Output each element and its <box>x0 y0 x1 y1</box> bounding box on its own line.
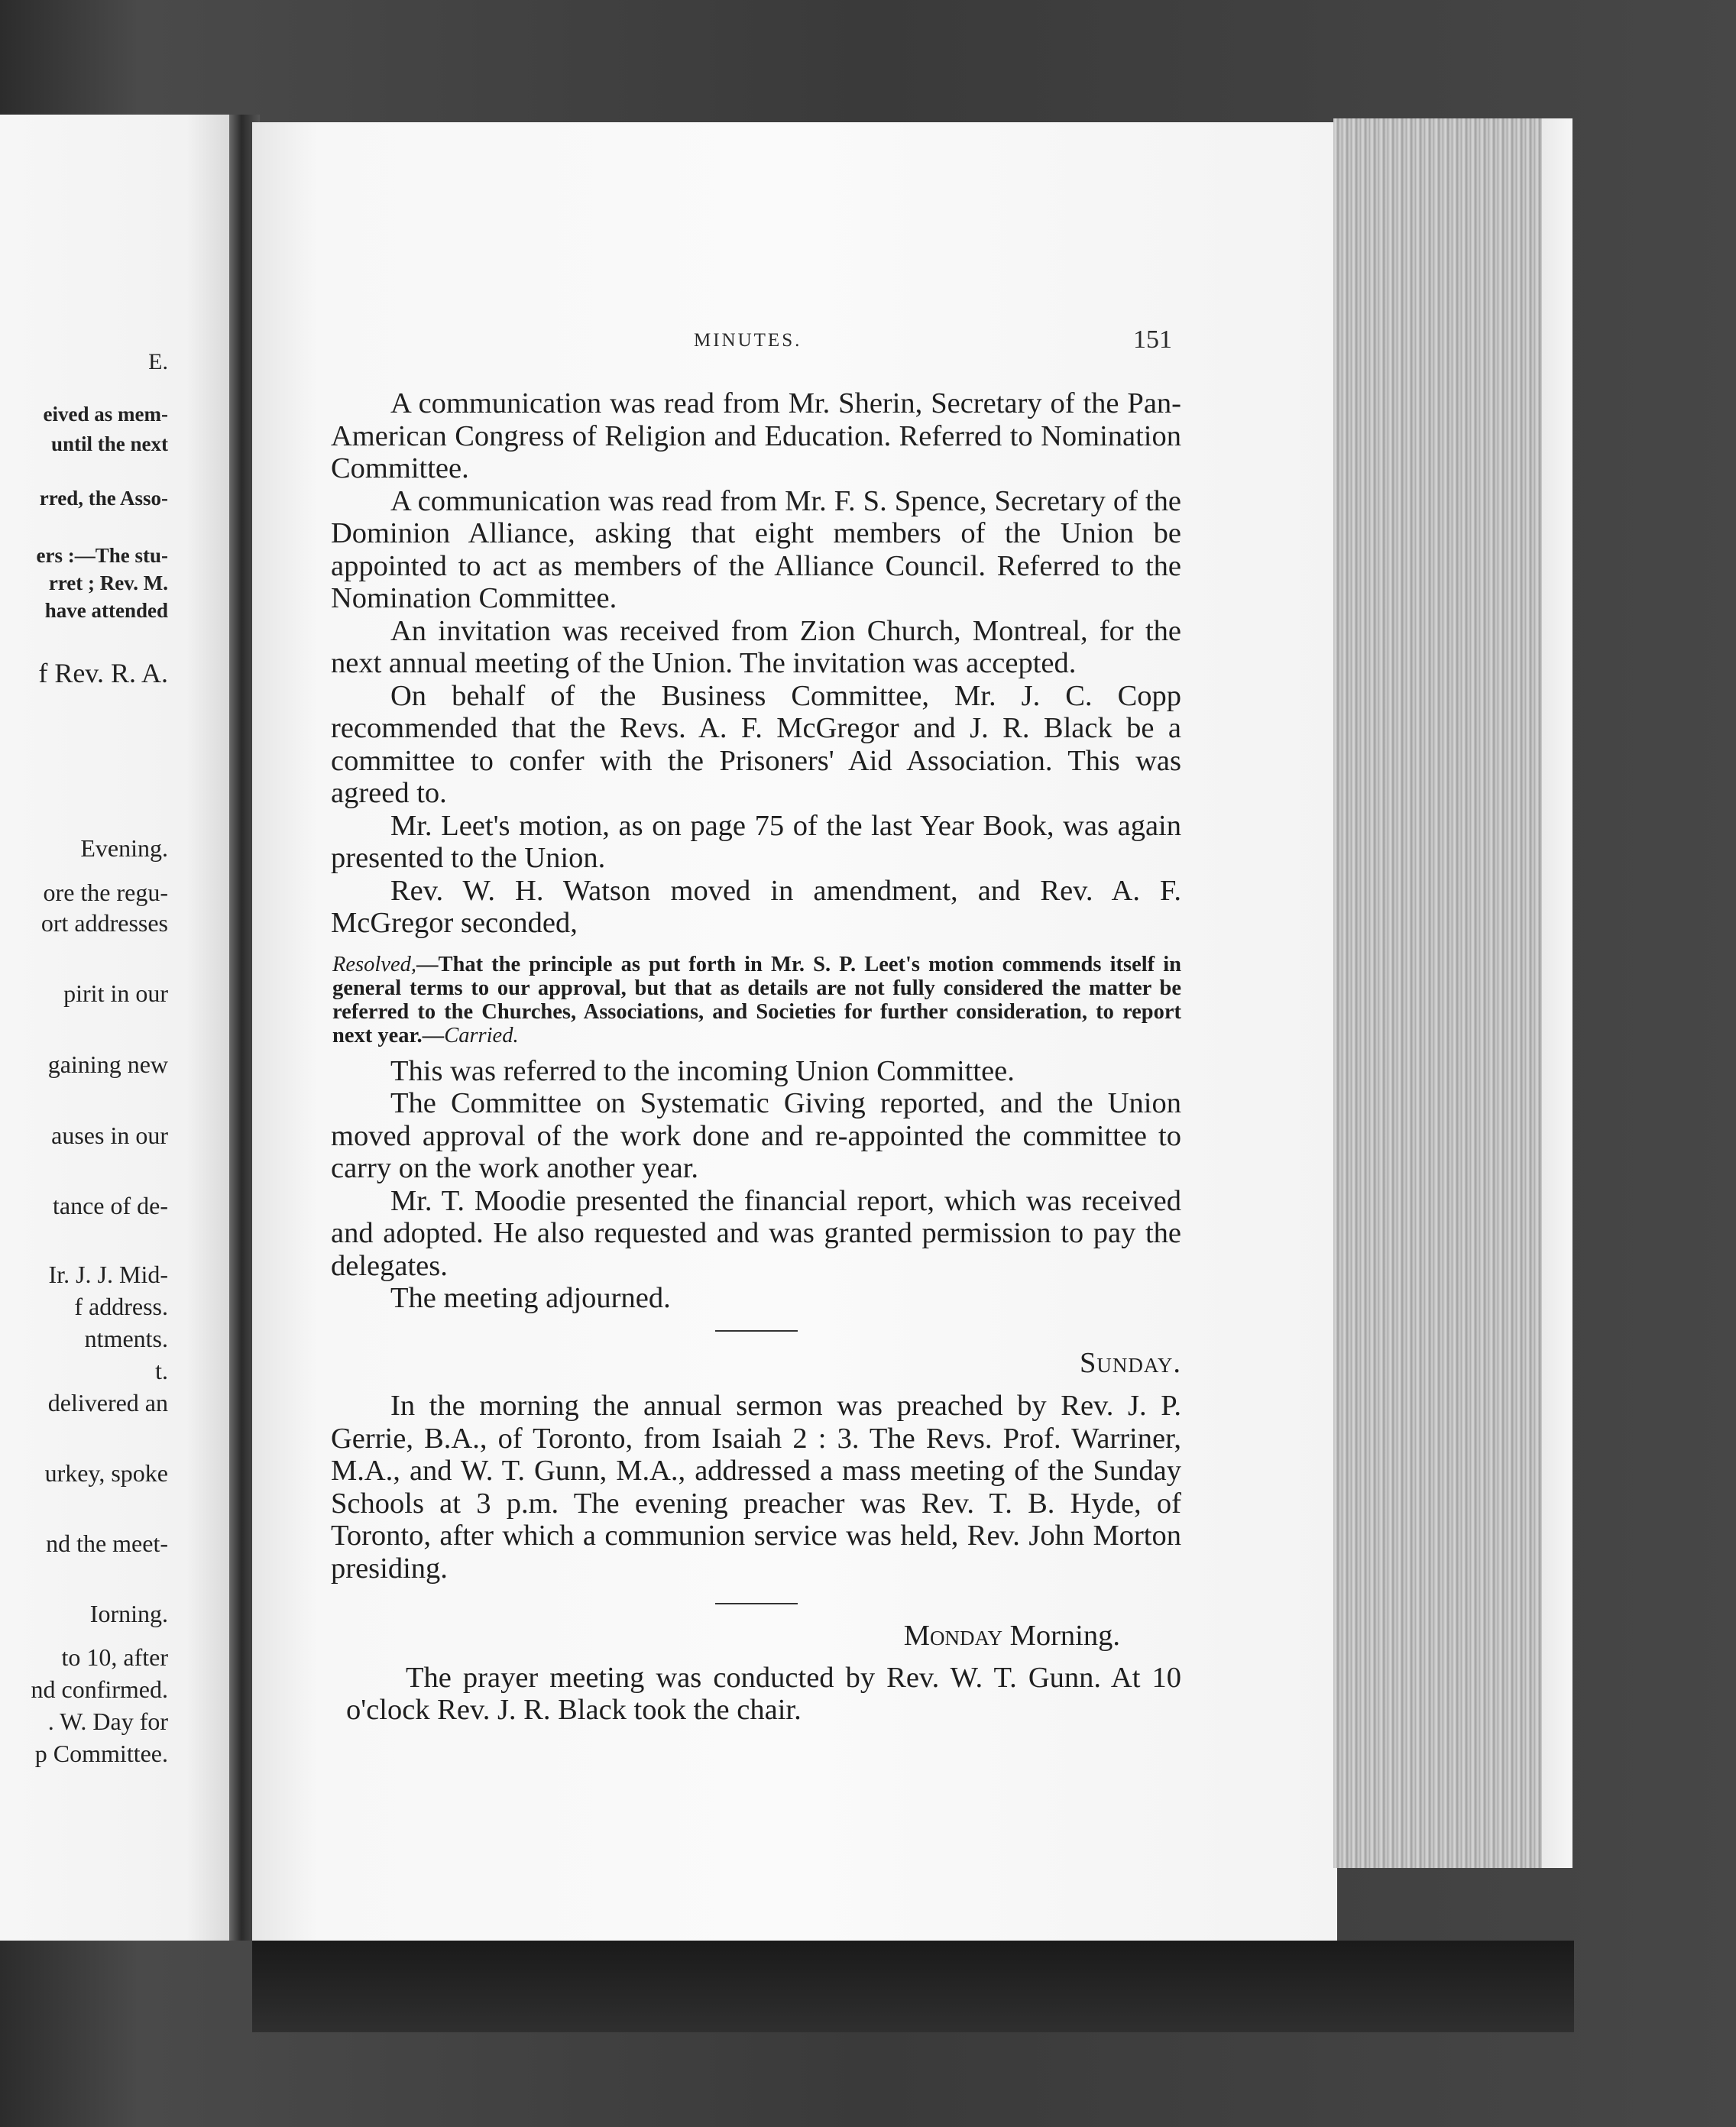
left-line: delivered an <box>47 1389 168 1416</box>
resolved-carried: Carried. <box>444 1023 519 1047</box>
section-heading-monday <box>331 1620 1120 1653</box>
section-divider <box>715 1330 798 1332</box>
left-line: ntments. <box>84 1325 168 1352</box>
page-number: 151 <box>1133 325 1172 354</box>
left-line: Ir. J. J. Mid- <box>48 1261 168 1288</box>
left-line: ore the regu- <box>43 879 168 906</box>
page-edge-strip <box>1542 118 1572 1868</box>
left-line: urkey, spoke <box>44 1459 168 1487</box>
left-line: ers :—The stu- <box>36 544 168 567</box>
resolved-text: —That the principle as put forth in Mr. S. P. Leet's motion commends itself in general terms to our approval, but that as details are not fully considered the matter be referred to the Churches, Associations, and Societies for further consideration, to report next year.— <box>332 952 1181 1047</box>
section-heading-sunday: Sunday. <box>1079 1346 1181 1379</box>
page-body <box>331 387 1181 1727</box>
left-line: p Committee. <box>34 1740 168 1767</box>
resolved-lead: Resolved, <box>332 952 416 976</box>
left-line: to 10, after <box>61 1643 168 1671</box>
section-divider <box>715 1603 798 1604</box>
left-line: . W. Day for <box>47 1708 168 1735</box>
left-line: tance of de- <box>52 1192 168 1219</box>
bottom-shadow <box>252 1941 1574 2032</box>
paragraph: The Committee on Systematic Giving reported, and the Union moved approval of the work done and re-appointed the committee to carry on the work another year. <box>331 1087 1181 1184</box>
left-page <box>0 115 233 1941</box>
paragraph: The meeting adjourned. <box>390 1282 671 1314</box>
left-line: rret ; Rev. M. <box>48 571 168 594</box>
paragraph: This was referred to the incoming Union Committee. <box>390 1054 1015 1087</box>
paragraph: The prayer meeting was conducted by Rev. W. T. Gunn. At 10 o'clock Rev. J. R. Black took the chair. <box>346 1661 1181 1726</box>
resolution <box>331 953 1181 1047</box>
left-line: f address. <box>74 1293 168 1320</box>
heading-time: Morning. <box>1002 1620 1120 1652</box>
left-line: have attended <box>44 599 168 622</box>
left-line: Iorning. <box>89 1600 168 1627</box>
left-line: pirit in our <box>63 979 168 1007</box>
paragraph: In the morning the annual sermon was preached by Rev. J. P. Gerrie, B.A., of Toronto, from Isaiah 2 : 3. The Revs. Prof. Warriner, M.A., and W. T. Gunn, M.A., addressed a mass meeting of the Sunday Schools at 3 p.m. The evening preacher was Rev. T. B. Hyde, of Toronto, after which a communion service was held, Rev. John Morton presiding. <box>331 1390 1181 1585</box>
paragraph: An invitation was received from Zion Church, Montreal, for the next annual meeting of the Union. The invitation was accepted. <box>331 614 1181 679</box>
heading-day: Monday <box>903 1620 1002 1652</box>
left-line: until the next <box>50 432 168 455</box>
left-line: f Rev. R. A. <box>38 658 168 688</box>
left-line: auses in our <box>51 1122 168 1149</box>
running-title: MINUTES. <box>694 330 802 351</box>
left-line: Evening. <box>80 834 168 862</box>
left-line: nd the meet- <box>46 1530 168 1557</box>
left-line: eived as mem- <box>43 403 168 426</box>
paragraph: On behalf of the Business Committee, Mr. J. C. Copp recommended that the Revs. A. F. McGregor and J. R. Black be a committee to confer with the Prisoners' Aid Association. This was agreed to. <box>331 679 1181 809</box>
left-line: t. <box>155 1357 168 1384</box>
paragraph: Rev. W. H. Watson moved in amendment, and Rev. A. F. McGregor seconded, <box>331 874 1181 939</box>
paragraph: Mr. Leet's motion, as on page 75 of the last Year Book, was again presented to the Union. <box>331 809 1181 874</box>
paragraph: A communication was read from Mr. Sherin, Secretary of the Pan-American Congress of Religion and Education. Referred to Nomination Committee. <box>331 387 1181 484</box>
left-line: rred, the Asso- <box>39 487 168 510</box>
left-line: nd confirmed. <box>31 1675 168 1703</box>
left-line: ort addresses <box>40 909 168 937</box>
paragraph: Mr. T. Moodie presented the financial report, which was received and adopted. He also requested and was granted permission to pay the delegates. <box>331 1184 1181 1282</box>
left-line: gaining new <box>47 1051 168 1078</box>
page-edges <box>1333 118 1551 1868</box>
left-line: E. <box>148 349 168 374</box>
paragraph: A communication was read from Mr. F. S. Spence, Secretary of the Dominion Alliance, asking that eight members of the Union be appointed to act as members of the Alliance Council. Referred to the Nomination Committee. <box>331 484 1181 614</box>
